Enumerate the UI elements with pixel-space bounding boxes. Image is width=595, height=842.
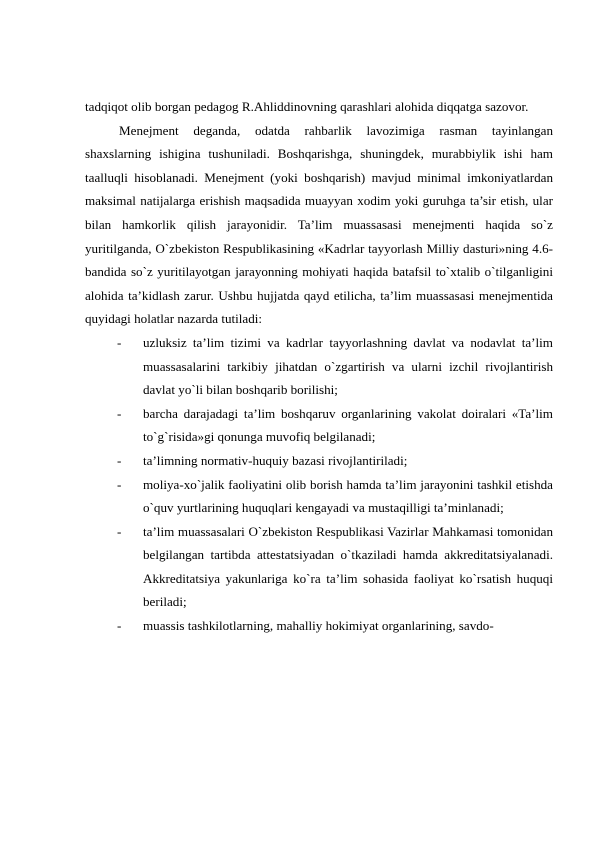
list-item-text: moliya-xo`jalik faoliyatini olib borish hamda ta’lim jarayonini tashkil etishda o`quv yurtlarining huquqlari kengayadi va mustaqilligi ta’minlanadi; xyxy=(143,476,553,516)
paragraph-intro: tadqiqot olib borgan pedagog R.Ahliddinovning qarashlari alohida diqqatga sazovor. xyxy=(85,99,529,114)
list-item-text: ta’lim muassasalari O`zbekiston Respublikasi Vazirlar Mahkamasi tomonidan belgilangan tartibda attestatsiyadan o`tkaziladi hamda akkreditatsiyalanadi. Akkreditatsiya yakunlariga ko`ra ta’lim sohasida faoliyat ko`rsatish huquqi beriladi; xyxy=(143,523,553,610)
bullet-dash: - xyxy=(117,334,122,350)
bullet-dash: - xyxy=(117,523,122,539)
bullet-dash: - xyxy=(117,405,122,421)
document-page xyxy=(85,95,553,638)
list-item-text: ta’limning normativ-huquiy bazasi rivojlantiriladi; xyxy=(143,452,408,468)
bullet-dash: - xyxy=(117,618,122,634)
paragraph-management: Menejment deganda, odatda rahbarlik lavozimiga rasman tayinlangan shaxslarning ishigina tushuniladi. Boshqarishga, shuningdek, murabbiylik ishi ham taalluqli hisoblanadi. Menejment (yoki boshqarish) mavjud minimal imkoniyatlardan maksimal natijalarga erishish maqsadida muayyan xodim yoki guruhga ta’sir etish, ular bilan hamkorlik qilish jarayonidir. Ta’lim muassasasi menejmenti haqida so`z yuritilganda, O`zbekiston Respublikasining «Kadrlar tayyorlash Milliy dasturi»ning 4.6-bandida so`z yuritilayotgan jarayonning mohiyati haqida batafsil to`xtalib o`tilganligini alohida ta’kidlash zarur. Ushbu hujjatda qayd etilicha, ta’lim muassasasi menejmentida quyidagi holatlar nazarda tutiladi: xyxy=(85,122,553,327)
list-item xyxy=(85,402,553,449)
list-item xyxy=(85,331,553,402)
provisions-list xyxy=(85,331,553,638)
list-item xyxy=(85,520,553,614)
list-item-text: uzluksiz ta’lim tizimi va kadrlar tayyorlashning davlat va nodavlat ta’lim muassasalarini tarkibiy jihatdan o`zgartirish va ularni izchil rivojlantirish davlat yo`li bilan boshqarib borilishi; xyxy=(143,334,553,398)
list-item xyxy=(85,614,553,638)
bullet-dash: - xyxy=(117,476,122,492)
list-item-text: barcha darajadagi ta’lim boshqaruv organlarining vakolat doiralari «Ta’lim to`g`risida»gi qonunga muvofiq belgilanadi; xyxy=(143,405,553,445)
list-item xyxy=(85,473,553,520)
bullet-dash: - xyxy=(117,452,122,468)
list-item xyxy=(85,449,553,473)
list-item-text: muassis tashkilotlarning, mahalliy hokimiyat organlarining, savdo- xyxy=(143,618,494,634)
